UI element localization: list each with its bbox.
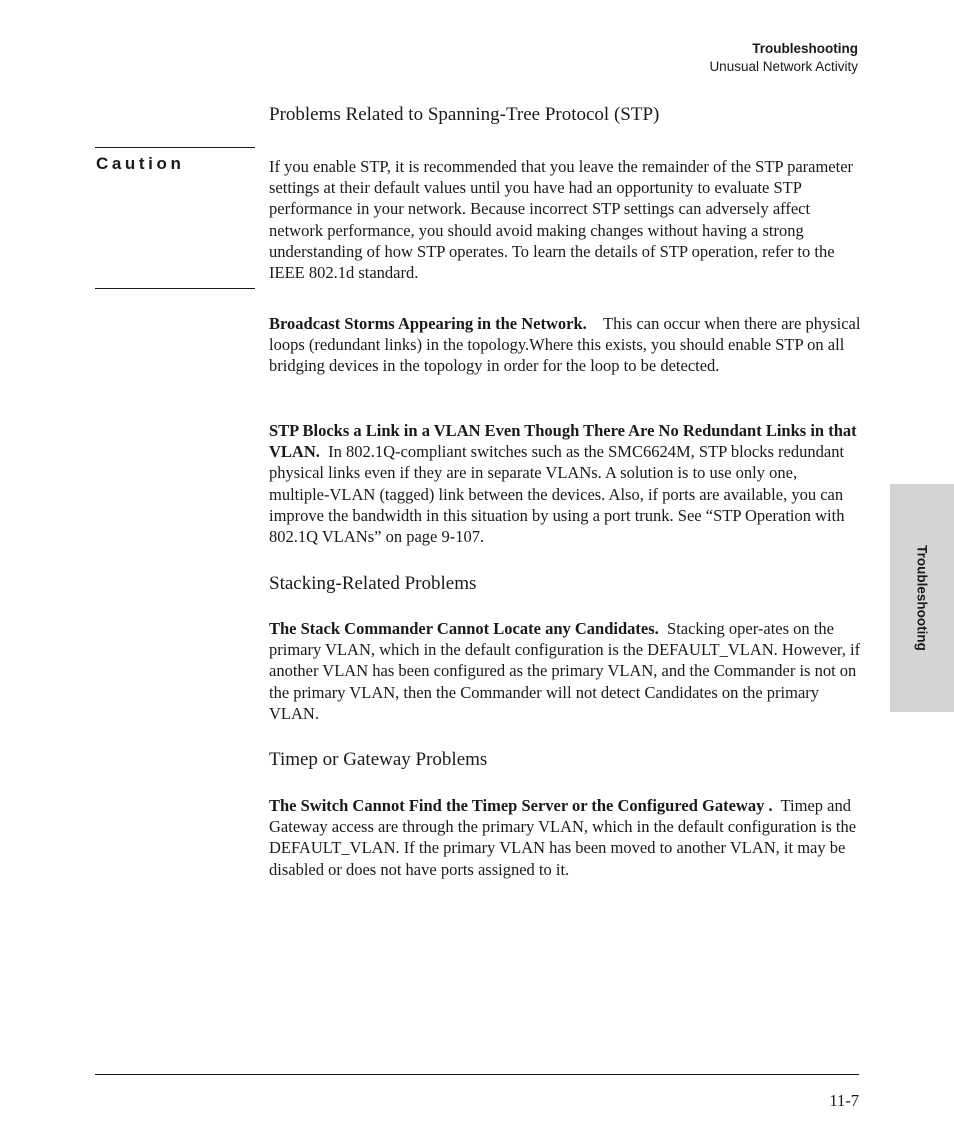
running-header <box>709 40 858 76</box>
side-tab-label: Troubleshooting <box>914 545 930 651</box>
page-number: 11-7 <box>829 1091 859 1110</box>
caution-label: Caution <box>96 154 185 173</box>
stack-commander-body: Stacking oper-ates on the primary VLAN, which in the default configuration is the DEFAULT_VLAN. However, if another VLAN has been configured as the primary VLAN, and the Commander is not on the primary VLAN, then the Commander will not detect Candidates on the primary VLAN. <box>269 619 861 723</box>
broadcast-storms-body: This can occur when there are physical loops (redundant links) in the topology.Where this exists, you should enable STP on all bridging devices in the topology in order for the loop to be detected. <box>269 314 861 376</box>
running-header-chapter: Troubleshooting <box>752 41 858 56</box>
timep-paragraph <box>269 795 861 880</box>
caution-top-rule <box>95 147 255 148</box>
stp-vlan-paragraph <box>269 420 861 547</box>
stp-vlan-heading: STP Blocks a Link in a VLAN Even Though There Are No Redundant Links in that VLAN. <box>269 421 857 462</box>
caution-bottom-rule <box>95 288 255 289</box>
stack-commander-paragraph <box>269 618 861 724</box>
timep-section-title: Timep or Gateway Problems <box>269 749 488 770</box>
broadcast-storms-heading: Broadcast Storms Appearing in the Network. <box>269 314 587 333</box>
timep-body: Timep and Gateway access are through the primary VLAN, which in the default configuration is the DEFAULT_VLAN. If the primary VLAN has been moved to another VLAN, it may be disabled or does not have ports assigned to it. <box>269 796 857 879</box>
footer-rule <box>95 1074 859 1075</box>
stack-commander-heading: The Stack Commander Cannot Locate any Candidates. <box>269 619 659 638</box>
stp-vlan-body: In 802.1Q-compliant switches such as the SMC6624M, STP blocks redundant physical links even if they are in separate VLANs. A solution is to use only one, multiple-VLAN (tagged) link between the devices. Also, if ports are available, you can improve the bandwidth in this situation by using a port trunk. See “STP Operation with 802.1Q VLANs” on page 9-107. <box>269 442 845 547</box>
broadcast-storms-paragraph <box>269 313 861 377</box>
stp-section-title: Problems Related to Spanning-Tree Protocol (STP) <box>269 104 660 125</box>
caution-text: If you enable STP, it is recommended that you leave the remainder of the STP parameter settings at their default values until you have had an opportunity to evaluate STP performance in your network. Because incorrect STP settings can adversely affect network performance, you should avoid making changes without having a strong understanding of how STP operates. To learn the details of STP operation, refer to the IEEE 802.1d standard. <box>269 157 854 283</box>
running-header-section: Unusual Network Activity <box>709 59 858 74</box>
chapter-side-tab <box>890 484 954 712</box>
timep-heading: The Switch Cannot Find the Timep Server or the Configured Gateway . <box>269 796 773 815</box>
stacking-section-title: Stacking-Related Problems <box>269 573 477 594</box>
